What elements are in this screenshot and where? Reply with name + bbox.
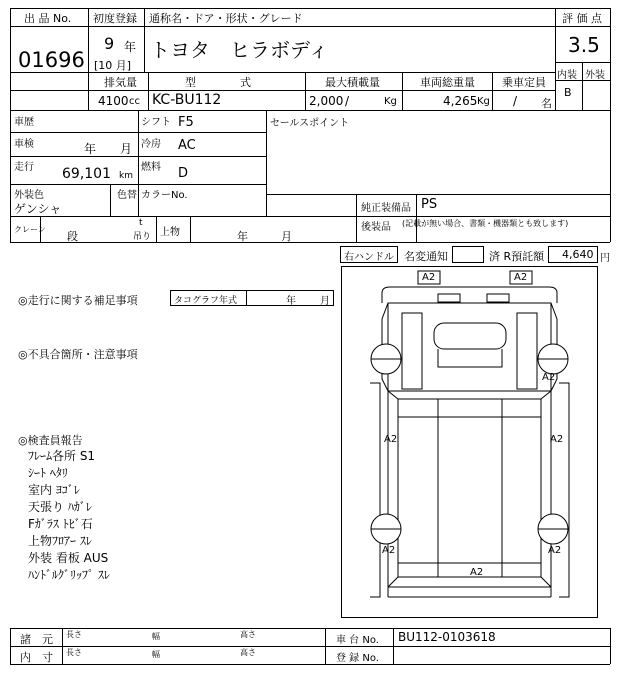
inspection-year-unit: 年 [84,142,97,156]
equipment-value: PS [421,197,438,212]
name-change-box [452,246,484,263]
aftermarket-note: (記載が無い場合、書類・機器類とも致します) [402,219,569,228]
inspector-item: ｼｰﾄ ﾍﾀﾘ [28,466,68,480]
driving-notes-label: ◎走行に関する補足事項 [18,294,138,307]
handle-value: 右ハンドル [344,252,394,263]
crane-stage-unit: 段 [67,230,78,243]
mileage-unit: km [119,171,133,181]
displacement-unit: cc [129,96,140,107]
damage-mark: A2 [422,272,436,283]
inspector-item: 外装 看板 AUS [28,551,109,565]
car-name: トヨタ ヒラボディ [150,38,329,62]
inspector-report-list [28,447,110,583]
tacho-label: タコグラフ年式 [174,296,238,306]
year-unit: 年 [124,40,137,54]
interior-grade: B [564,86,572,99]
body-label: 上物 [160,227,180,238]
damage-mark: A2 [514,272,528,283]
displacement-value: 4100 [98,94,129,108]
damage-mark: A2 [384,434,398,445]
displacement-label: 排気量 [104,76,137,89]
exterior-label: 外装 [585,70,605,81]
damage-mark: A2 [550,434,564,445]
score-value: 3.5 [568,33,600,57]
inner-label: 内 寸 [20,651,53,664]
recycle-unit: 円 [600,253,610,264]
spec-label: 諸 元 [20,633,53,646]
shift-label: シフト [141,117,171,128]
max-load-value: 2,000 [309,94,344,108]
height-label: 高さ [240,630,256,639]
capacity-unit: 名 [541,97,552,110]
inspector-item: 上物ﾌﾛｱｰ ｽﾚ [28,534,92,548]
mileage-value: 69,101 [62,166,111,182]
reg-label: 登 録 No. [336,653,379,664]
damage-mark: A2 [542,372,556,383]
body-month-unit: 月 [281,230,292,243]
sales-point-label: セールスポイント [270,118,350,129]
inspector-item: 室内 ﾖｺﾞﾚ [28,483,80,497]
exterior-color-value: ゲンシャ [14,202,62,216]
width-label: 幅 [152,632,160,641]
max-load-label: 最大積載量 [325,76,380,89]
equipment-label: 純正装備品 [361,203,411,214]
history-label: 車歴 [14,117,34,128]
inspector-label: ◎検査員報告 [18,434,83,447]
inspection-month-unit: 月 [120,142,133,156]
width-label: 幅 [152,650,160,659]
fuel-value: D [178,166,189,181]
shift-value: F5 [178,115,194,130]
name-label: 通称名・ドア・形状・グレード [149,12,303,25]
aftermarket-label: 後装品 [361,222,391,233]
damage-mark: A2 [382,545,396,556]
first-reg-year: 9 [104,34,115,53]
recycle-label: 済 R預託額 [489,250,545,263]
gross-weight-label: 車両総重量 [420,76,475,89]
vehicle-diagram [341,266,598,618]
inspector-item: ﾊﾝﾄﾞﾙｸﾞﾘｯﾌﾟ ｽﾚ [28,568,110,582]
color-no-label: 色替 [117,190,137,201]
interior-label: 内装 [557,70,577,81]
defects-label: ◎不具合箇所・注意事項 [18,348,138,361]
gross-weight-value: 4,265 [443,94,478,108]
max-load-unit: Kg [384,96,397,107]
length-label: 長さ [66,648,82,657]
ac-label: 冷房 [141,139,161,150]
crane-hoist-unit: 吊り [133,232,152,242]
length-label: 長さ [66,630,82,639]
model-label: 型 式 [185,76,251,89]
first-reg-month: [10 月] [94,59,132,72]
first-reg-label: 初度登録 [93,12,137,25]
damage-mark: A2 [548,545,562,556]
name-change-label: 名変通知 [404,250,448,263]
chassis-label: 車 台 No. [336,635,379,646]
crane-ton-unit: t [139,218,143,228]
exterior-color-label: 外装色 [14,190,44,201]
mileage-label: 走行 [14,162,34,173]
inspection-label: 車検 [14,139,34,150]
inspector-item: 天張り ﾊｶﾞﾚ [28,500,92,514]
model-value: KC-BU112 [152,92,222,108]
crane-label: クレーン [14,225,46,234]
score-label: 評 価 点 [562,12,602,25]
inspector-item: ﾌﾚｰﾑ各所 S1 [28,449,96,463]
gross-weight-unit: Kg [477,96,490,107]
height-label: 高さ [240,648,256,657]
damage-mark: A2 [470,567,484,578]
color-code-label: カラーNo. [141,190,188,201]
tacho-year-unit: 年 [286,296,296,307]
fuel-label: 燃料 [141,162,161,173]
chassis-no: BU112-0103618 [398,630,496,644]
body-year-unit: 年 [237,230,248,243]
lot-number: 01696 [18,48,85,72]
recycle-amount: 4,640 [562,248,594,261]
ac-value: AC [178,138,196,153]
lot-no-label: 出 品 No. [24,12,72,25]
tacho-month-unit: 月 [320,296,330,307]
capacity-label: 乗車定員 [502,76,546,89]
inspector-item: Fｶﾞﾗｽ ﾄﾋﾞ石 [28,517,93,531]
